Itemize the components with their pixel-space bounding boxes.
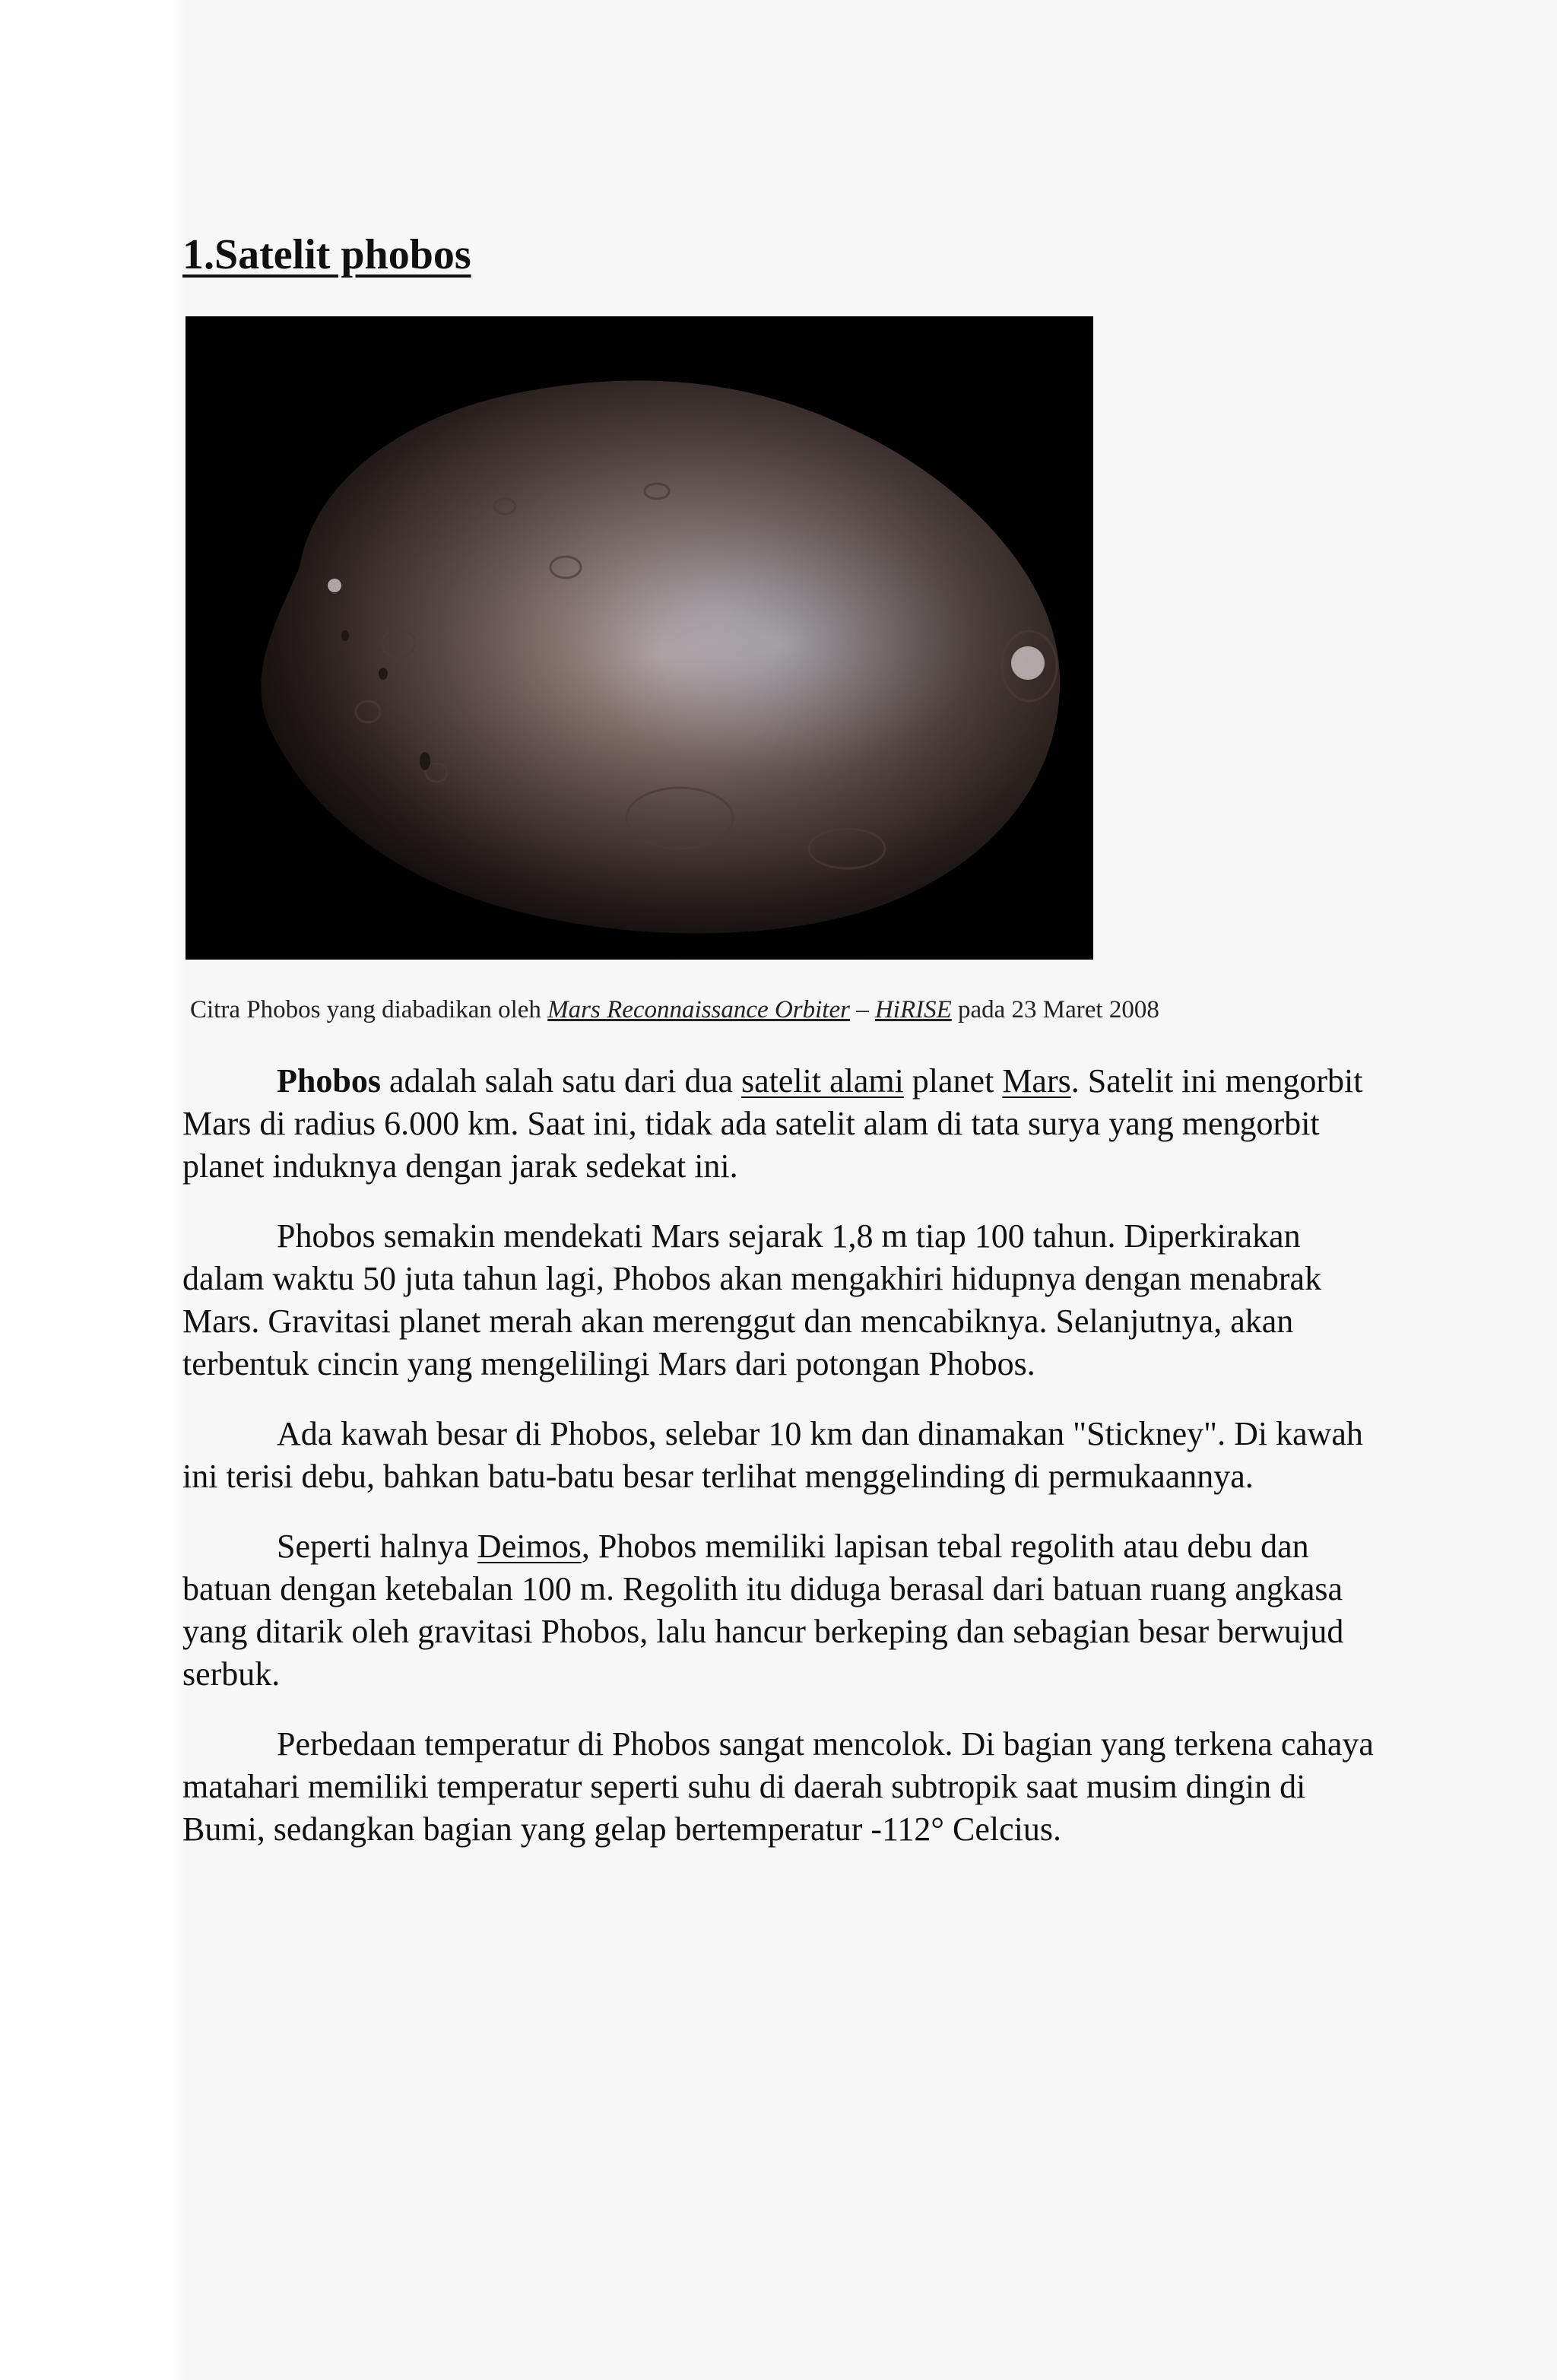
paragraph-1-text-c: . Satelit ini mengorbit Mars di radius 6.000 km. Saat ini, tidak ada satelit alam di tata surya yang mengorbit planet induknya dengan jarak sedekat ini. (182, 1062, 1363, 1185)
caption-link-hirise[interactable]: HiRISE (874, 996, 952, 1023)
header-block (182, 228, 1399, 281)
phobos-image (186, 316, 1093, 960)
caption-prefix: Citra Phobos yang diabadikan oleh (190, 996, 548, 1023)
paragraph-1 (182, 1060, 1384, 1188)
page-title: 1.Satelit phobos (182, 231, 471, 278)
paragraph-1-text-a: adalah salah satu dari dua (380, 1062, 741, 1100)
figure-caption (190, 993, 1406, 1027)
caption-separator: – (849, 996, 875, 1023)
paragraph-4 (182, 1525, 1384, 1696)
phobos-illustration (186, 316, 1093, 960)
link-deimos[interactable]: Deimos (477, 1528, 582, 1565)
caption-link-mro[interactable]: Mars Reconnaissance Orbiter (547, 996, 850, 1023)
paragraph-2: Phobos semakin mendekati Mars sejarak 1,8 m tiap 100 tahun. Diperkirakan dalam waktu 50 juta tahun lagi, Phobos akan mengakhiri hidupnya dengan menabrak Mars. Gravitasi planet merah akan merenggut dan mencabiknya. Selanjutnya, akan terbentuk cincin yang mengelilingi Mars dari potongan Phobos. (182, 1217, 1322, 1382)
link-mars[interactable]: Mars (1002, 1062, 1071, 1100)
paragraph-4-text-a: Seperti halnya (277, 1528, 477, 1565)
article-body (182, 1060, 1384, 1878)
caption-suffix: pada 23 Maret 2008 (951, 996, 1159, 1023)
paragraph-3: Ada kawah besar di Phobos, selebar 10 km dan dinamakan "Stickney". Di kawah ini terisi debu, bahkan batu-batu besar terlihat menggelinding di permukaannya. (182, 1415, 1363, 1495)
paragraph-4-text-b: , Phobos memiliki lapisan tebal regolith atau debu dan batuan dengan ketebalan 100 m. Regolith itu diduga berasal dari batuan ruang angkasa yang ditarik oleh gravitasi Phobos, lalu hancur berkeping dan sebagian besar berwujud serbuk. (182, 1528, 1344, 1693)
paragraph-1-text-b: planet (903, 1062, 1003, 1100)
link-satelit-alami[interactable]: satelit alami (740, 1062, 904, 1100)
term-phobos: Phobos (277, 1062, 381, 1100)
paragraph-5: Perbedaan temperatur di Phobos sangat mencolok. Di bagian yang terkena cahaya matahari memiliki temperatur seperti suhu di daerah subtropik saat musim dingin di Bumi, sedangkan bagian yang gelap bertemperatur -112° Celcius. (182, 1725, 1374, 1848)
